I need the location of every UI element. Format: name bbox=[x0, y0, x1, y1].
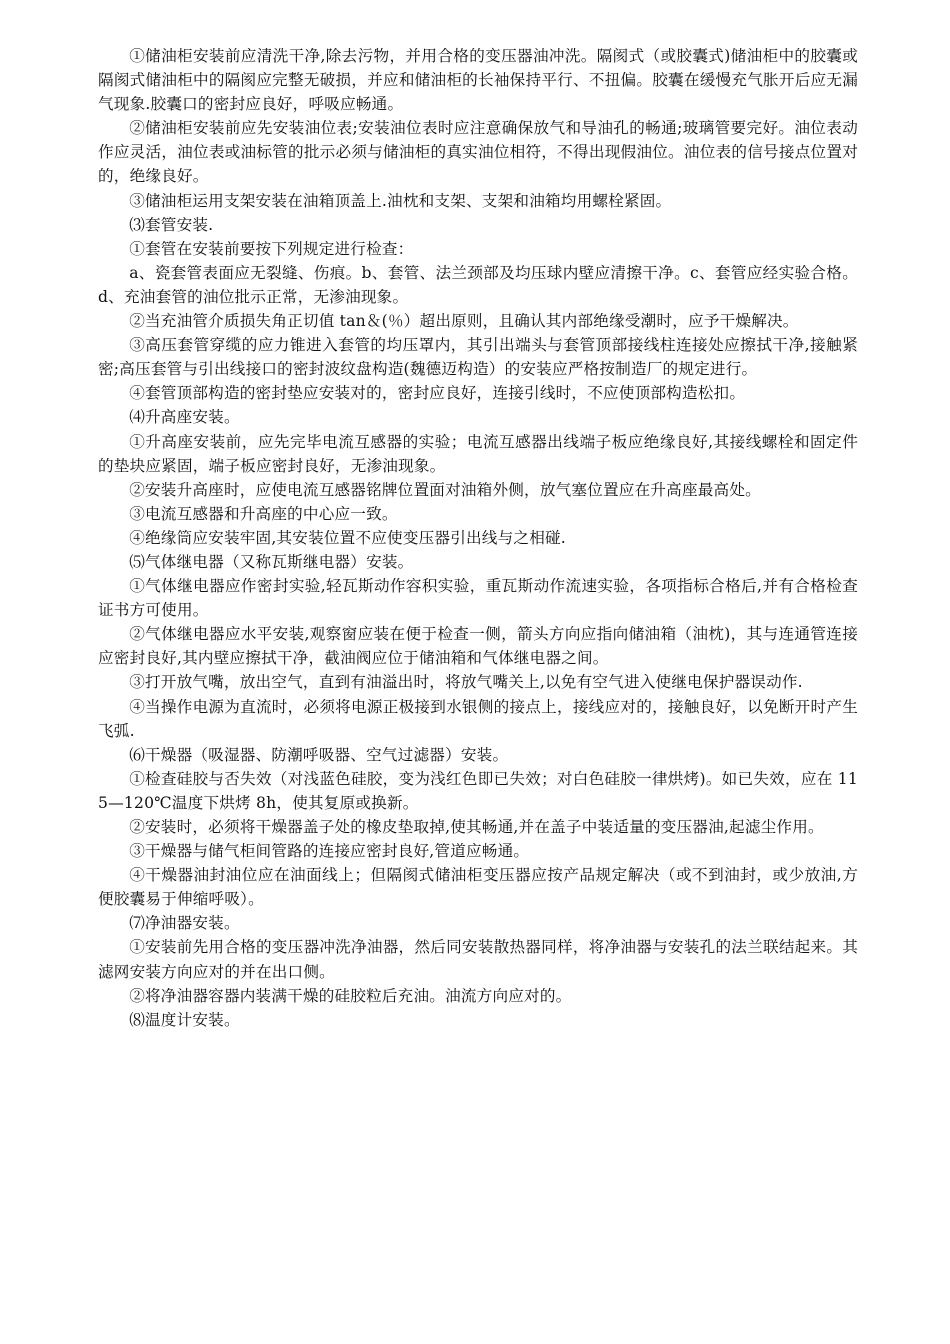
paragraph-bushing-checklist: a、瓷套管表面应无裂缝、伤痕。b、套管、法兰颈部及均压球内壁应清擦干净。c、套管应经实验合格。d、充油套管的油位批示正常，无渗油现象。 bbox=[98, 263, 858, 306]
paragraph-turret-center: ③电流互感器和升高座的中心应一致。 bbox=[129, 504, 398, 523]
paragraph-breather-oil-seal: ④干燥器油封油位应在油面线上；但隔阂式储油柜变压器应按产品规定解决（或不到油封，或少放油,方便胶囊易于伸缩呼吸）。 bbox=[98, 866, 858, 909]
paragraph-conservator-cleaning: ①储油柜安装前应清洗干净,除去污物，并用合格的变压器油冲洗。隔阂式（或胶囊式)储油柜中的胶囊或隔阂式储油柜中的隔阂应完整无破损，并应和储油柜的长袖保持平行、不扭偏。胶囊在缓慢充气胀开后应无漏气现象.胶囊口的密封应良好，呼吸应畅通。 bbox=[98, 47, 858, 114]
paragraph-gas-relay-power: ④当操作电源为直流时，必须将电源正极接到水银侧的接点上，接线应对的，接触良好，以免断开时产生飞弧. bbox=[98, 697, 858, 740]
paragraph-turret-insulation-tube: ④绝缘筒应安装牢固,其安装位置不应使变压器引出线与之相碰. bbox=[129, 528, 566, 547]
paragraph-purifier-silica-fill: ②将净油器容器内装满干燥的硅胶粒后充油。油流方向应对的。 bbox=[129, 986, 572, 1005]
paragraph-breather-gasket: ②安装时，必须将干燥器盖子处的橡皮垫取掉,使其畅通,并在盖子中装适量的变压器油,起滤尘作用。 bbox=[129, 818, 824, 836]
section-heading-oil-purifier: ⑺净油器安装。 bbox=[129, 914, 240, 933]
paragraph-gas-relay-mounting: ②气体继电器应水平安装,观察窗应装在便于检查一侧，箭头方向应指向储油箱（油枕)，其与连通管连接应密封良好,其内壁应擦拭干净，截油阀应位于储油箱和气体继电器之间。 bbox=[98, 625, 858, 668]
paragraph-bushing-stress-cone: ③高压套管穿缆的应力锥进入套管的均压罩内，其引出端头与套管顶部接线柱连接处应擦拭干净,接触紧密;高压套管与引出线接口的密封波纹盘构造(魏德迈构造）的安装应严格按制造厂的规定进行。 bbox=[98, 336, 858, 379]
paragraph-bushing-inspection: ①套管在安装前要按下列规定进行检查： bbox=[129, 239, 414, 258]
paragraph-conservator-bracket: ③储油柜运用支架安装在油箱顶盖上.油枕和支架、支架和油箱均用螺栓紧固。 bbox=[129, 191, 672, 210]
section-heading-dehydrating-breather: ⑹干燥器（吸湿器、防潮呼吸器、空气过滤器）安装。 bbox=[129, 745, 509, 764]
paragraph-gas-relay-test: ①气体继电器应作密封实验,轻瓦斯动作容积实验，重瓦斯动作流速实验，各项指标合格后,并有合格检查证书方可使用。 bbox=[98, 577, 858, 620]
paragraph-purifier-flushing: ①安装前先用合格的变压器冲洗净油器，然后同安装散热器同样，将净油器与安装孔的法兰联结起来。其滤网安装方向应对的并在出口侧。 bbox=[98, 938, 858, 981]
section-heading-bushing: ⑶套管安装. bbox=[129, 215, 214, 234]
paragraph-turret-ct-test: ①升高座安装前，应先完毕电流互感器的实验；电流互感器出线端子板应绝缘良好,其接线螺栓和固定件的垫块应紧固，端子板应密封良好，无渗油现象。 bbox=[98, 432, 858, 475]
paragraph-bushing-drying: ②当充油管介质损失角正切值 tan＆(％）超出原则，且确认其内部绝缘受潮时，应予干燥解决。 bbox=[129, 312, 799, 331]
paragraph-breather-piping: ③干燥器与储气柜间管路的连接应密封良好,管道应畅通。 bbox=[129, 842, 530, 861]
paragraph-turret-nameplate: ②安装升高座时，应使电流互感器铭牌位置面对油箱外侧，放气塞位置应在升高座最高处。 bbox=[129, 480, 761, 499]
section-heading-turret: ⑷升高座安装。 bbox=[129, 408, 240, 427]
paragraph-gas-relay-venting: ③打开放气嘴，放出空气，直到有油溢出时，将放气嘴关上,以免有空气进入使继电保护器误动作. bbox=[129, 673, 803, 692]
paragraph-breather-silica-gel: ①检查硅胶与否失效（对浅蓝色硅胶，变为浅红色即已失效；对白色硅胶一律烘烤)。如已失效，应在 115—120℃温度下烘烤 8h，使其复原或换新。 bbox=[98, 769, 858, 812]
document-page bbox=[98, 44, 858, 1032]
section-heading-gas-relay: ⑸气体继电器（又称瓦斯继电器）安装。 bbox=[129, 552, 414, 571]
paragraph-oil-level-gauge: ②储油柜安装前应先安装油位表;安装油位表时应注意确保放气和导油孔的畅通;玻璃管要完好。油位表动作应灵活，油位表或油标管的批示必须与储油柜的真实油位相符，不得出现假油位。油位表的信号接点位置对的，绝缘良好。 bbox=[98, 119, 858, 186]
section-heading-thermometer: ⑻温度计安装。 bbox=[129, 1010, 240, 1029]
paragraph-bushing-top-seal: ④套管顶部构造的密封垫应安装对的，密封应良好，连接引线时，不应使顶部构造松扣。 bbox=[129, 384, 746, 403]
